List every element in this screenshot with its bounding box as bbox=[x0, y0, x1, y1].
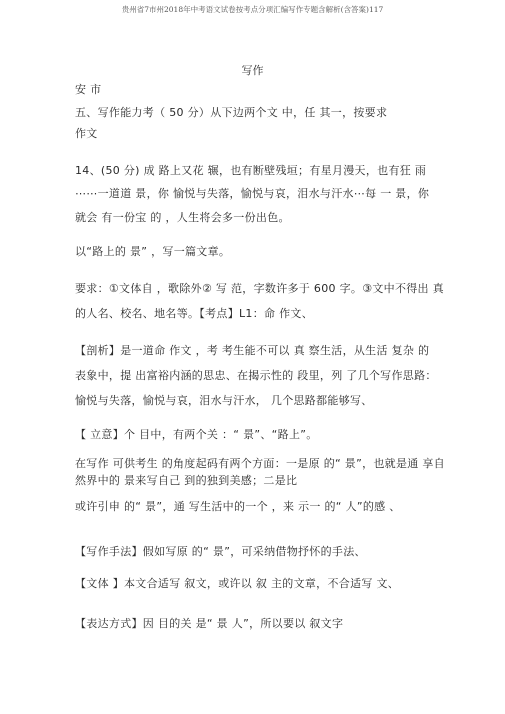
text-line: 就会 有一份宝 的 ，人生将会多一份出色。 bbox=[75, 211, 290, 224]
text-line: 【表达方式】因 目的关 是“ 景 人”，所以要以 叙文字 bbox=[75, 617, 344, 630]
page-header: 贵州省7市州2018年中考语文试卷按考点分项汇编写作专题含解析(含答案)117 bbox=[121, 5, 384, 14]
text-line: 在写作 可供考生 的角度起码有两个方面：一是原 的“ 景”，也就是通 享自 bbox=[75, 457, 445, 470]
text-line: 【写作手法】假如写原 的“ 景”，可采纳借物抒怀的手法、 bbox=[75, 545, 366, 558]
text-line: 五、写作能力考（ 50 分）从下边两个文 中，任 其一，按要求 bbox=[75, 106, 388, 119]
text-line: 以“路上的 景” ，写一篇文章。 bbox=[75, 245, 231, 258]
text-line: 或许引申 的“ 景”，通 写生活中的一个 ，来 示一 的“ 人”的感 、 bbox=[75, 500, 401, 513]
text-line: 的人名、校名、地名等。【考点】L1：命 作文、 bbox=[75, 307, 314, 320]
text-line: 愉悦与失落，愉悦与哀，泪水与汗水， 几个思路都能够写、 bbox=[75, 394, 373, 407]
text-line: 【剖析】是一道命 作文 ，考 考生能不可以 真 察生活，从生活 复杂 的 bbox=[75, 344, 430, 357]
text-line: 14、(50 分) 成 路上又花 辗，也有断壁残垣；有星月漫天，也有狂 雨 bbox=[75, 164, 427, 177]
text-line: 然界中的 景来写自己 到的独到美感；二是比 bbox=[75, 474, 298, 487]
text-line: 【文体 】本文合适写 叙文，或许以 叙 主的文章，不合适写 文、 bbox=[75, 577, 400, 590]
text-line: 要求：①文体自 ，歌除外② 写 范，字数许多于 600 字。③文中不得出 真 bbox=[75, 282, 444, 295]
essay-title: 写作 bbox=[241, 64, 264, 77]
text-line: 作文 bbox=[75, 127, 98, 140]
text-line: 安 市 bbox=[75, 83, 102, 96]
text-line: ⋯⋯一道道 景，你 愉悦与失落，愉悦与哀，泪水与汗水⋯每 一 景，你 bbox=[75, 187, 430, 200]
text-line: 表象中，提 出富裕内涵的思忠、在揭示性的 段里，列 了几个写作思路： bbox=[75, 369, 437, 382]
text-line: 【 立意】个 目中，有两个关 ：“ 景”、“路上”。 bbox=[75, 428, 318, 441]
